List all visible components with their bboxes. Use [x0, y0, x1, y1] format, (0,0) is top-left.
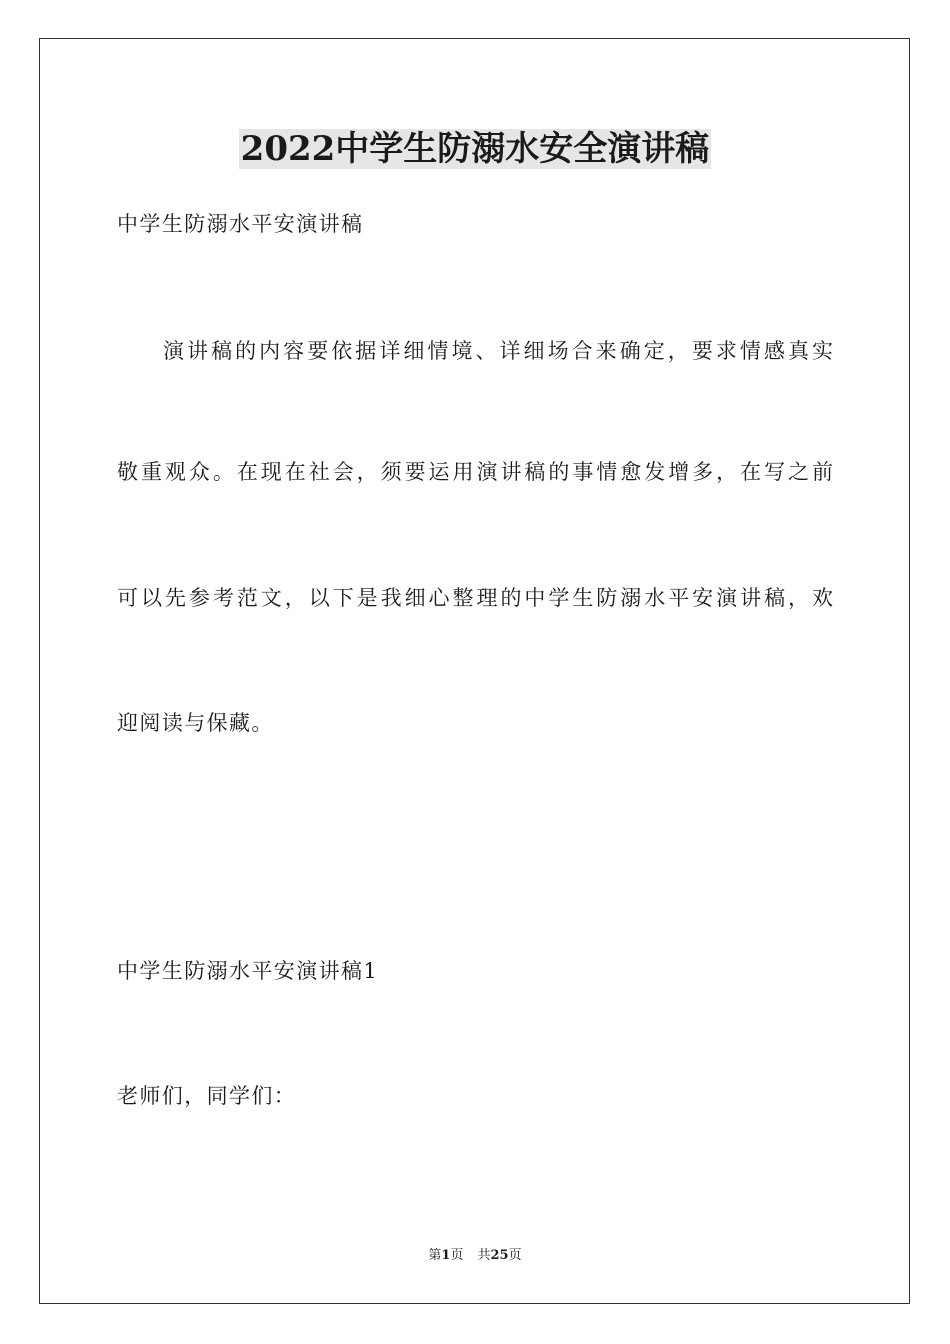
section-heading: 中学生防溺水平安演讲稿1: [117, 959, 379, 983]
intro-line-2: 敬重观众。在现在社会，须要运用演讲稿的事情愈发增多，在写之前: [117, 460, 833, 484]
intro-line-4: 迎阅读与保藏。: [117, 711, 274, 735]
page-footer: [0, 1247, 950, 1265]
page-suffix: 页: [450, 1248, 464, 1263]
intro-line-3: 可以先参考范文，以下是我细心整理的中学生防溺水平安演讲稿，欢: [117, 586, 833, 610]
document-title: [0, 126, 950, 172]
total-pages: 25: [490, 1248, 509, 1263]
page-prefix: 第: [428, 1248, 442, 1263]
page-number: 1: [441, 1248, 451, 1263]
total-prefix: 共: [477, 1248, 491, 1263]
salutation: 老师们，同学们：: [117, 1084, 297, 1108]
document-title-text: 2022中学生防溺水安全演讲稿: [240, 129, 710, 169]
intro-line-1: 演讲稿的内容要依据详细情境、详细场合来确定，要求情感真实: [163, 339, 833, 363]
total-suffix: 页: [508, 1248, 522, 1263]
subtitle: 中学生防溺水平安演讲稿: [117, 212, 364, 236]
